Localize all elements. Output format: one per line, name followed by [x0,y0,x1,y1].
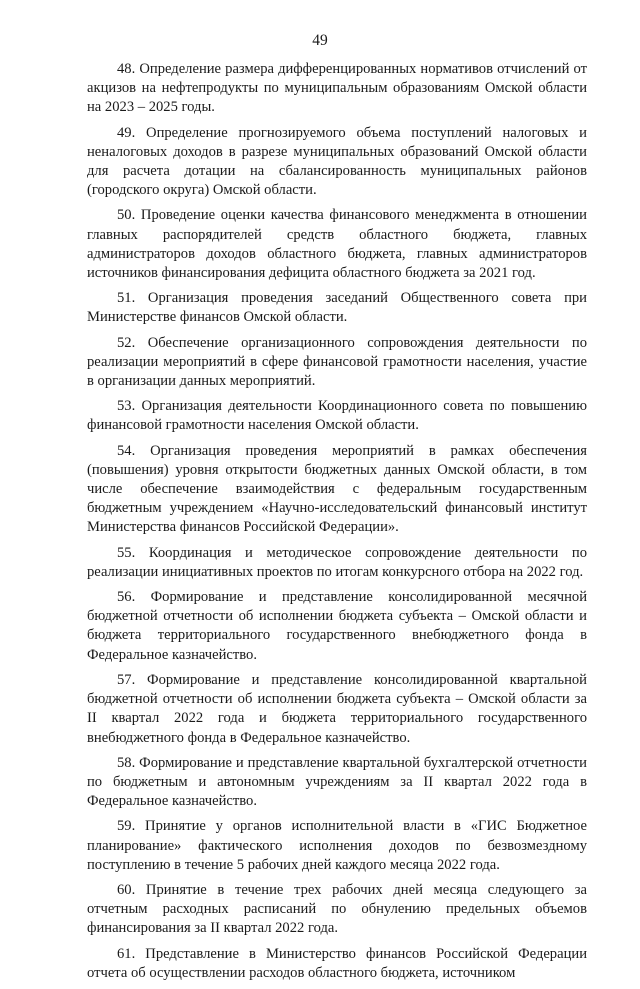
paragraph-61: 61. Представление в Министерство финансов Российской Федерации отчета об осуществлении расходов областного бюджета, источником [87,945,587,981]
paragraph-49: 49. Определение прогнозируемого объема поступлений налоговых и неналоговых доходов в разрезе муниципальных образований Омской области для расчета дотации на сбалансированность муниципальных районов (городского округа) Омской области. [87,124,587,199]
paragraph-56: 56. Формирование и представление консолидированной месячной бюджетной отчетности об исполнении бюджета субъекта – Омской области и бюджета территориального государственного внебюджетного фонда в Федеральное казначейство. [87,589,587,663]
document-body [87,60,587,989]
paragraph-59: 59. Принятие у органов исполнительной власти в «ГИС Бюджетное планирование» фактического исполнения доходов по безвозмездному поступлению в течение 5 рабочих дней каждого месяца 2022 года. [87,818,587,873]
paragraph-52: 52. Обеспечение организационного сопровождения деятельности по реализации мероприятий в сфере финансовой грамотности населения, участие в организации данных мероприятий. [87,334,587,390]
page-number: 49 [312,32,328,49]
paragraph-50: 50. Проведение оценки качества финансового менеджмента в отношении главных распорядителей средств областного бюджета, главных администраторов доходов областного бюджета, главных администраторов источников финансирования дефицита областного бюджета за 2021 год. [87,207,587,282]
paragraph-55: 55. Координация и методическое сопровождение деятельности по реализации инициативных проектов по итогам конкурсного отбора на 2022 год. [87,544,587,580]
paragraph-53: 53. Организация деятельности Координационного совета по повышению финансовой грамотности населения Омской области. [87,398,587,434]
paragraph-54: 54. Организация проведения мероприятий в рамках обеспечения (повышения) уровня открытости бюджетных данных Омской области, в том числе обеспечение взаимодействия с федеральным государственным бюджетным учреждением «Научно-исследовательский финансовый институт Министерства финансов Российской Федерации». [87,442,587,536]
paragraph-58: 58. Формирование и представление квартальной бухгалтерской отчетности по бюджетным и автономным учреждениям за II квартал 2022 года в Федеральное казначейство. [87,754,587,810]
paragraph-51: 51. Организация проведения заседаний Общественного совета при Министерстве финансов Омской области. [87,290,587,326]
paragraph-60: 60. Принятие в течение трех рабочих дней месяца следующего за отчетным расходных расписаний по обнулению предельных объемов финансирования за II квартал 2022 года. [87,881,587,937]
paragraph-57: 57. Формирование и представление консолидированной квартальной бюджетной отчетности об исполнении бюджета субъекта – Омской области за II квартал 2022 года и бюджета территориального государственного внебюджетного фонда в Федеральное казначейство. [87,671,587,746]
paragraph-48: 48. Определение размера дифференцированных нормативов отчислений от акцизов на нефтепродукты по муниципальным образованиям Омской области на 2023 – 2025 годы. [87,61,587,116]
